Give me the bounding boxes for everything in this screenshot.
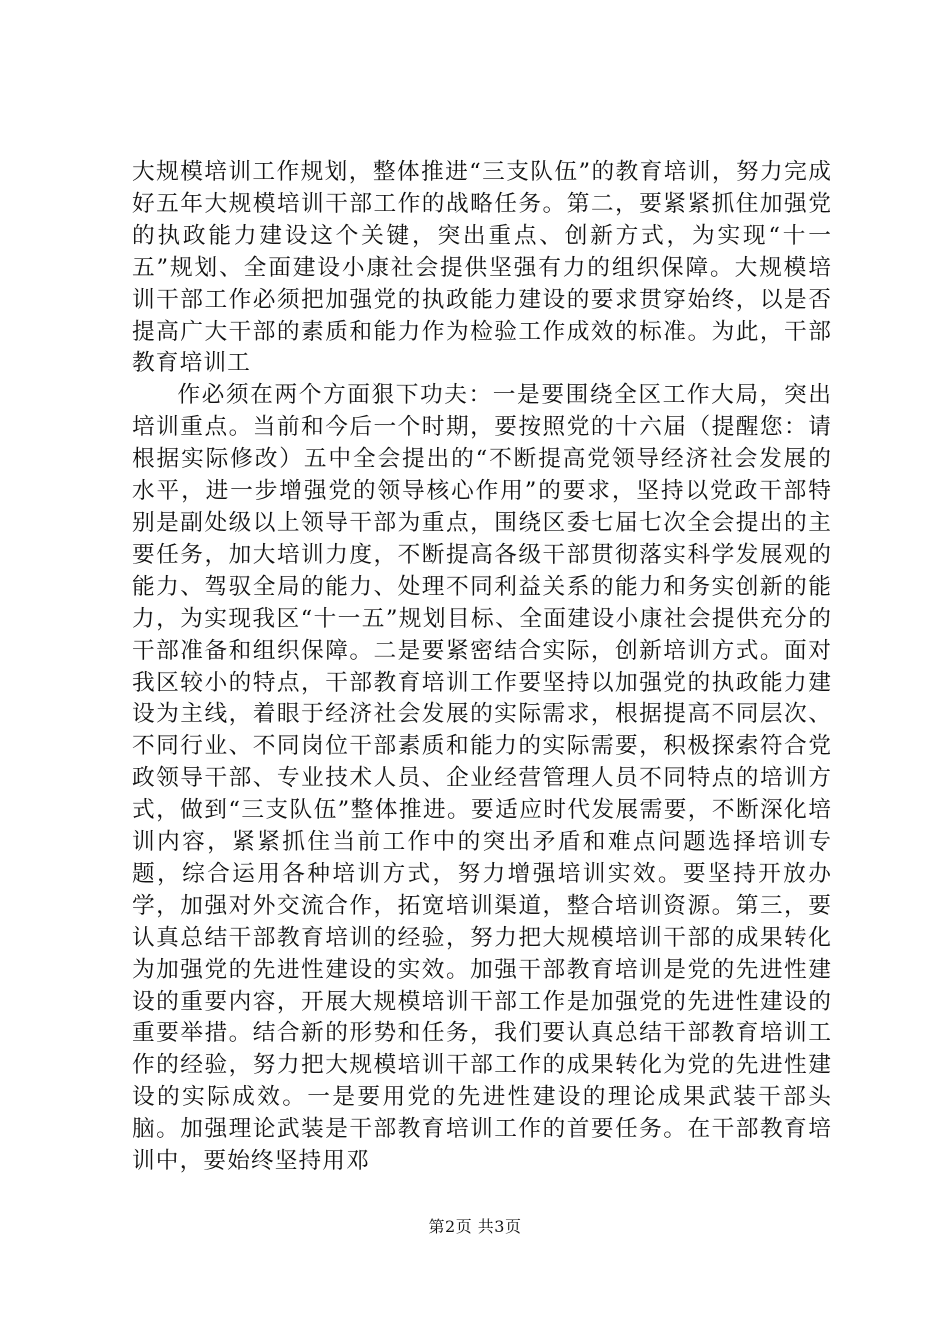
paragraph-2: 作必须在两个方面狠下功夫：一是要围绕全区工作大局，突出培训重点。当前和今后一个时期，要按照党的十六届（提醒您：请根据实际修改）五中全会提出的“不断提高党领导经济社会发展的水平，进一步增强党的领导核心作用”的要求，坚持以党政干部特别是副处级以上领导干部为重点，围绕区委七届七次全会提出的主要任务，加大培训力度，不断提高各级干部贯彻落实科学发展观的能力、驾驭全局的能力、处理不同利益关系的能力和务实创新的能力，为实现我区“十一五”规划目标、全面建设小康社会提供充分的干部准备和组织保障。二是要紧密结合实际，创新培训方式。面对我区较小的特点，干部教育培训工作要坚持以加强党的执政能力建设为主线，着眼于经济社会发展的实际需求，根据提高不同层次、不同行业、不同岗位干部素质和能力的实际需要，积极探索符合党政领导干部、专业技术人员、企业经营管理人员不同特点的培训方式，做到“三支队伍”整体推进。要适应时代发展需要，不断深化培训内容，紧紧抓住当前工作中的突出矛盾和难点问题选择培训专题，综合运用各种培训方式，努力增强培训实效。要坚持开放办学，加强对外交流合作，拓宽培训渠道，整合培训资源。第三，要认真总结干部教育培训的经验，努力把大规模培训干部的成果转化为加强党的先进性建设的实效。加强干部教育培训是党的先进性建设的重要内容，开展大规模培训干部工作是加强党的先进性建设的重要举措。结合新的形势和任务，我们要认真总结干部教育培训工作的经验，努力把大规模培训干部工作的成果转化为党的先进性建设的实际成效。一是要用党的先进性建设的理论成果武装干部头脑。加强理论武装是干部教育培训工作的首要任务。在干部教育培训中，要始终坚持用邓	[132, 382, 832, 1175]
paragraph-1: 大规模培训工作规划，整体推进“三支队伍”的教育培训，努力完成好五年大规模培训干部工作的战略任务。第二，要紧紧抓住加强党的执政能力建设这个关键，突出重点、创新方式，为实现“十一五”规划、全面建设小康社会提供坚强有力的组织保障。大规模培训干部工作必须把加强党的执政能力建设的要求贯穿始终，以是否提高广大干部的素质和能力作为检验工作成效的标准。为此，干部教育培训工	[132, 159, 832, 377]
page-number-footer: 第2页 共3页	[428, 1217, 522, 1236]
document-body	[132, 157, 832, 1178]
